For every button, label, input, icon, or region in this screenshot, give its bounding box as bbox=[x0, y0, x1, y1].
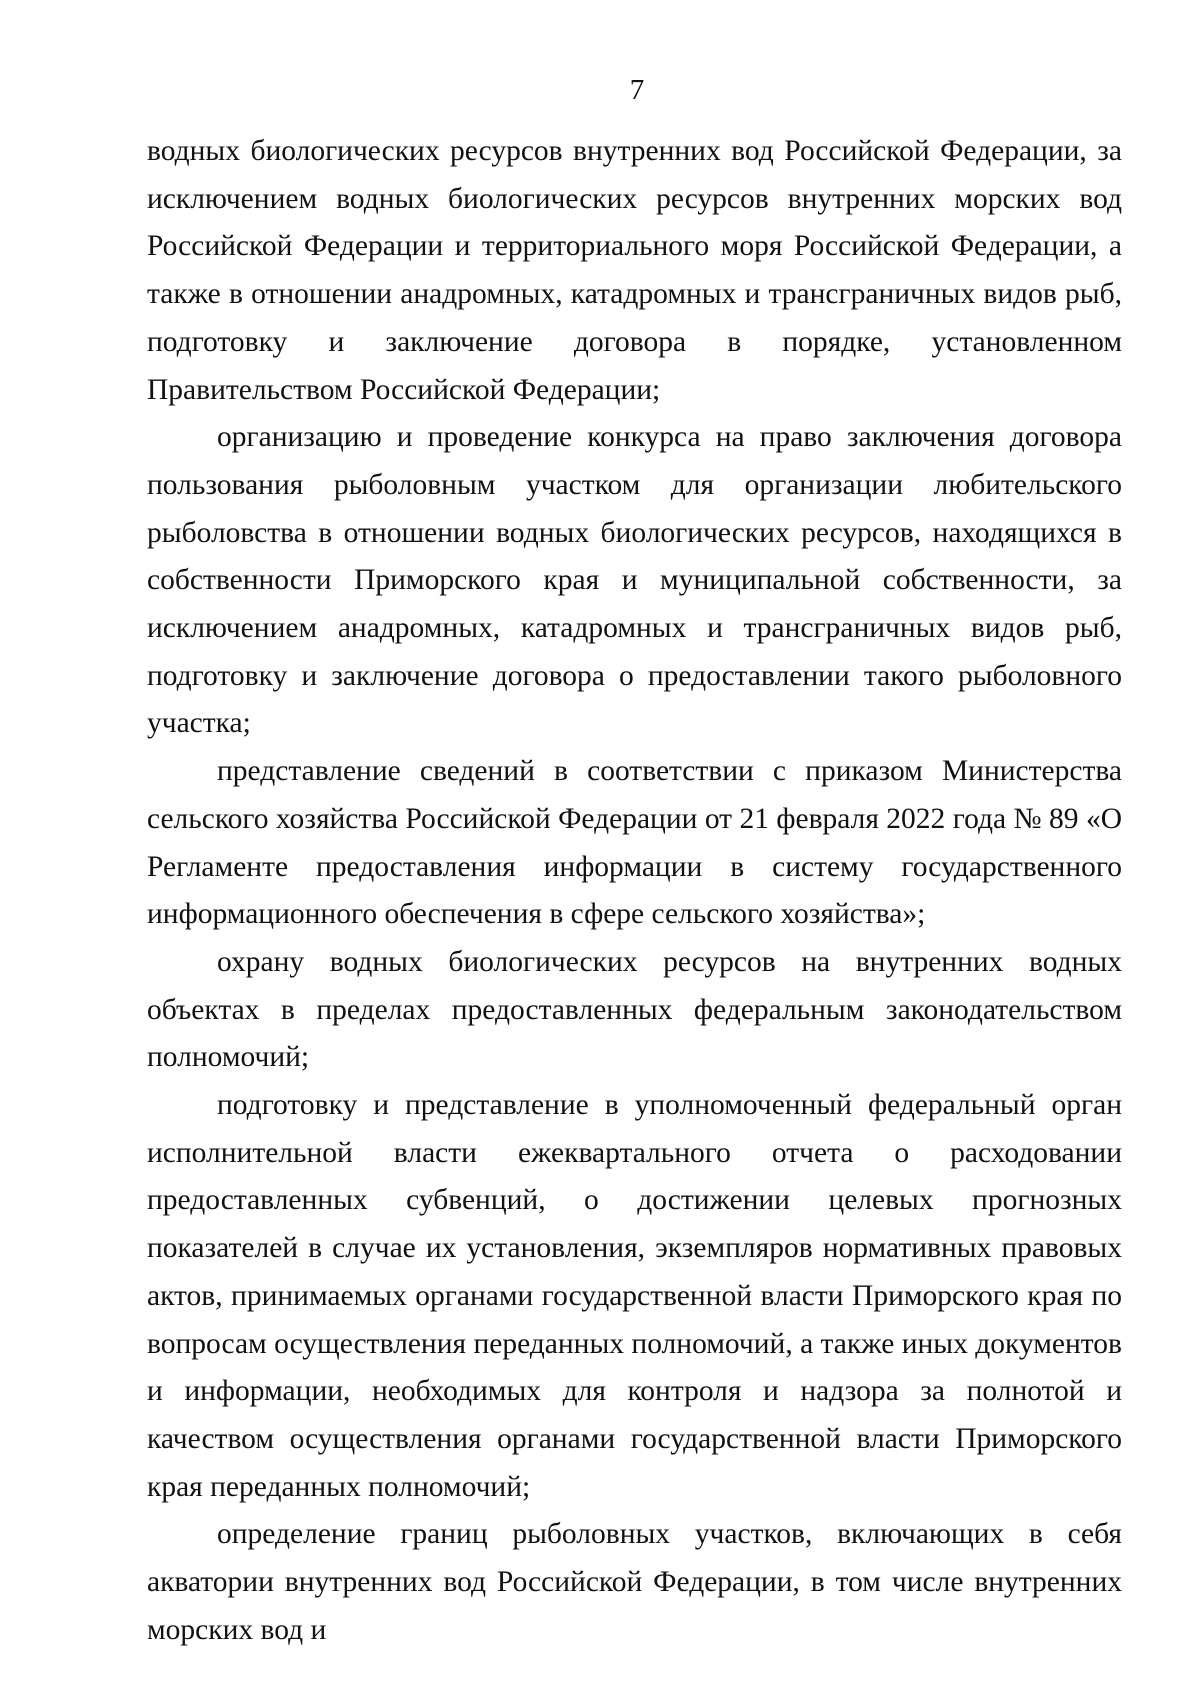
paragraph-quarterly-report: подготовку и представление в уполномоченный федеральный орган исполнительной власти ежеквартального отчета о расходовании предоставленных субвенций, о достижении целевых прогнозных показателей в случае их установления, экземпляров нормативных правовых актов, принимаемых органами государственной власти Приморского края по вопросам осуществления переданных полномочий, а также иных документов и информации, необходимых для контроля и надзора за полнотой и качеством осуществления органами государственной власти Приморского края переданных полномочий; bbox=[147, 1089, 1122, 1503]
paragraph-continuation: водных биологических ресурсов внутренних вод Российской Федерации, за исключением водных биологических ресурсов внутренних морских вод Российской Федерации и территориального моря Российской Федерации, а также в отношении анадромных, катадромных и трансграничных видов рыб, подготовку и заключение договора в порядке, установленном Правительством Российской Федерации; bbox=[147, 135, 1122, 406]
paragraph-information-submission: представление сведений в соответствии с приказом Министерства сельского хозяйства Российской Федерации от 21 февраля 2022 года № 89 «О Регламенте предоставления информации в систему государственного информационного обеспечения в сфере сельского хозяйства»; bbox=[147, 755, 1122, 931]
document-body bbox=[147, 128, 1122, 1655]
page-number: 7 bbox=[629, 74, 645, 106]
paragraph-resource-protection: охрану водных биологических ресурсов на внутренних водных объектах в пределах предоставленных федеральным законодательством полномочий; bbox=[147, 945, 1122, 1074]
paragraph-fishing-area-boundaries: определение границ рыболовных участков, включающих в себя акватории внутренних вод Российской Федерации, в том числе внутренних морских вод и bbox=[147, 1518, 1122, 1646]
paragraph-contest-organization: организацию и проведение конкурса на право заключения договора пользования рыболовным участком для организации любительского рыболовства в отношении водных биологических ресурсов, находящихся в собственности Приморского края и муниципальной собственности, за исключением анадромных, катадромных и трансграничных видов рыб, подготовку и заключение договора о предоставлении такого рыболовного участка; bbox=[147, 421, 1122, 740]
